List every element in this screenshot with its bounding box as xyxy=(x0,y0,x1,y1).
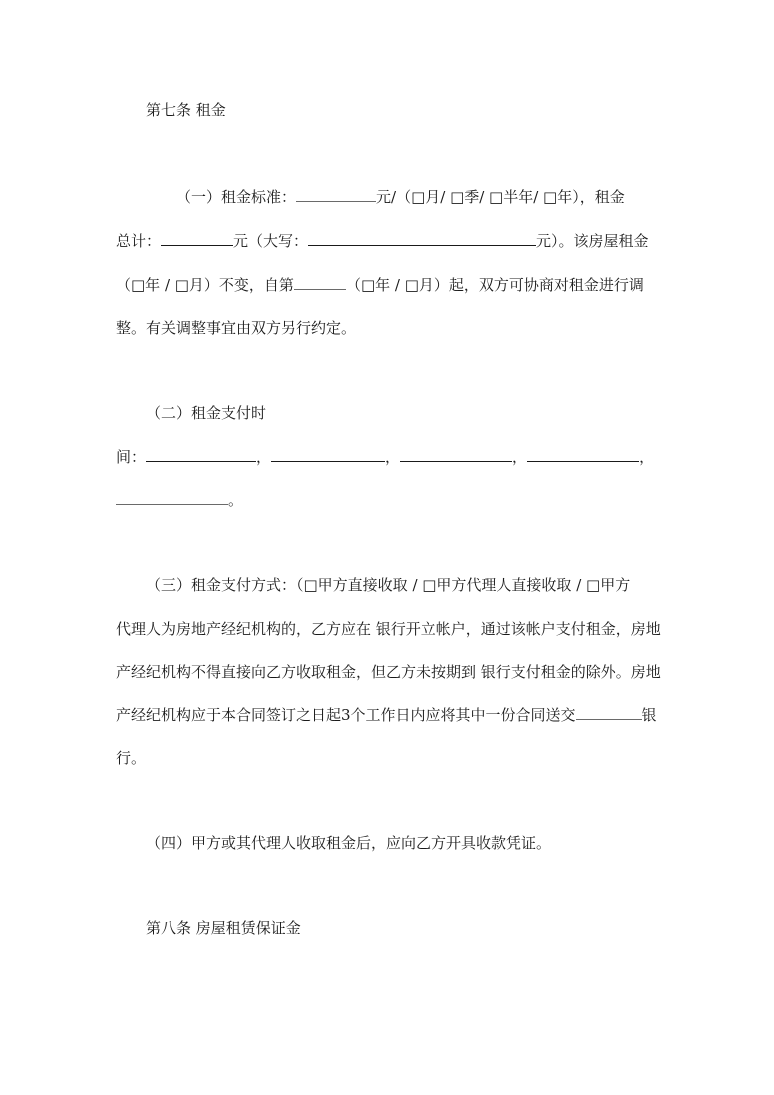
rent-total-uppercase-blank[interactable] xyxy=(308,231,536,246)
rent-adjust-period-blank[interactable] xyxy=(294,275,346,290)
payment-method-line-3: 产经纪机构不得直接向乙方收取租金，但乙方未按期到 银行支付租金的除外。房地 xyxy=(116,663,661,681)
payment-method-line-5: 行。 xyxy=(116,749,147,767)
payment-date-blank-5[interactable] xyxy=(116,490,228,505)
payment-date-blank-3[interactable] xyxy=(400,447,512,462)
payment-method-line-2: 代理人为房地产经纪机构的，乙方应在 银行开立帐户，通过该帐户支付租金，房地 xyxy=(116,620,661,638)
article-8-title: 第八条 房屋租赁保证金 xyxy=(146,919,301,937)
article-7-title: 第七条 租金 xyxy=(146,101,226,119)
rent-standard-line-2: 总计： 元（大写： 元）。该房屋租金 xyxy=(116,232,649,250)
payment-time-line-1: （二）租金支付时 xyxy=(146,404,267,422)
rent-standard-line-1: （一）租金标准： 元/（□月/ □季/ □半年/ □年），租金 xyxy=(176,188,625,206)
payment-time-line-2: 间： ， ， ， ， xyxy=(116,448,655,466)
receipt-clause: （四）甲方或其代理人收取租金后，应向乙方开具收款凭证。 xyxy=(146,834,552,852)
payment-date-blank-4[interactable] xyxy=(527,447,639,462)
rent-amount-blank[interactable] xyxy=(296,187,376,202)
rent-standard-line-4: 整。有关调整事宜由双方另行约定。 xyxy=(116,319,357,337)
bank-name-blank[interactable] xyxy=(576,705,642,720)
rent-total-blank[interactable] xyxy=(161,231,233,246)
payment-date-blank-1[interactable] xyxy=(146,447,256,462)
payment-method-line-4: 产经纪机构应于本合同签订之日起3个工作日内应将其中一份合同送交 银 xyxy=(116,706,657,724)
payment-time-line-3: 。 xyxy=(116,490,243,510)
rent-standard-line-3: （□年 / □月）不变，自第 （□年 / □月）起，双方可协商对租金进行调 xyxy=(116,276,644,294)
payment-method-line-1: （三）租金支付方式：（□甲方直接收取 / □甲方代理人直接收取 / □甲方 xyxy=(146,576,631,594)
payment-date-blank-2[interactable] xyxy=(271,447,385,462)
